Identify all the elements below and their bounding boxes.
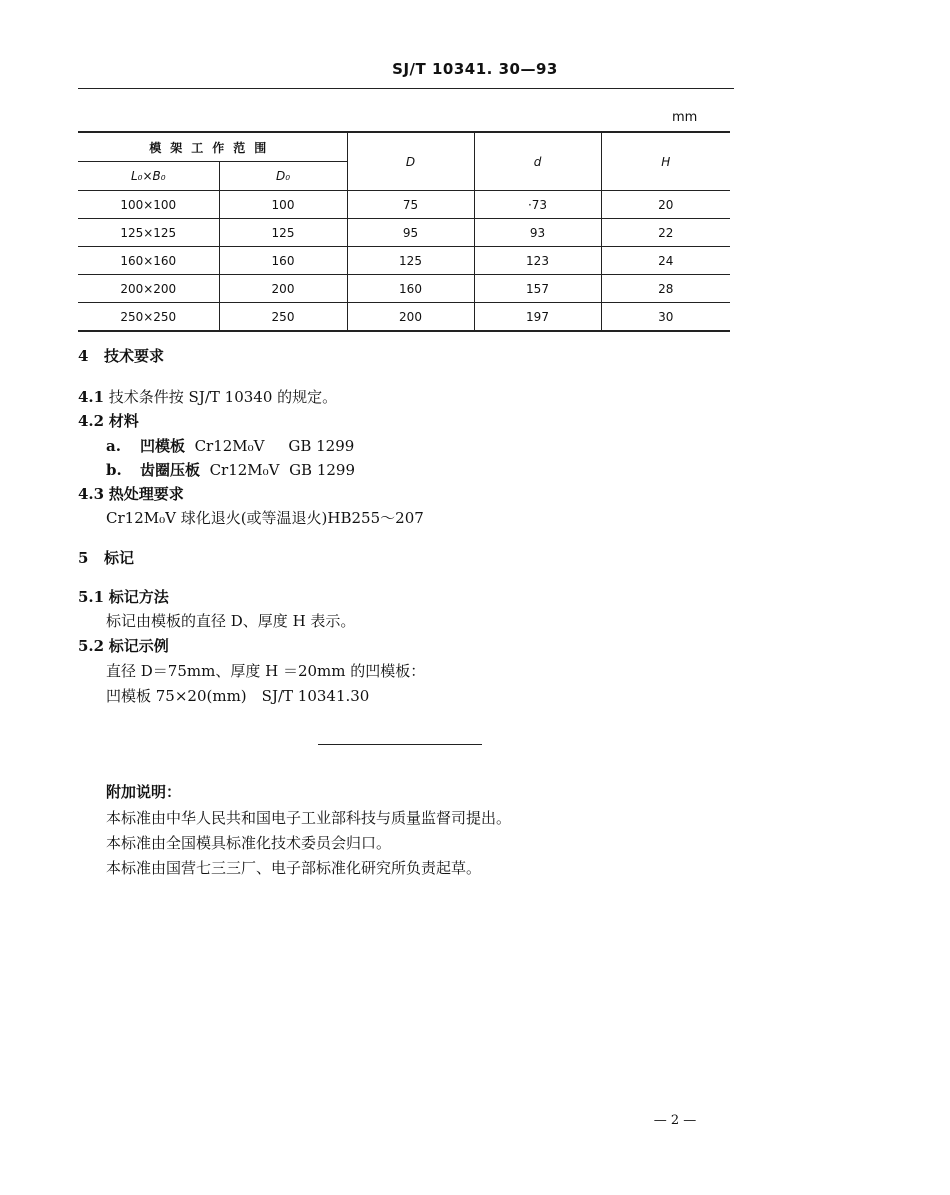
section-title: 技术要求 [104, 347, 165, 365]
dimension-table [78, 131, 730, 332]
item-standard: GB 1299 [288, 437, 355, 455]
item-name: 齿圈压板 [140, 461, 201, 479]
section-title: 标记 [104, 549, 135, 567]
clause-number: 4.1 [78, 388, 105, 406]
cell-D: 95 [347, 219, 474, 247]
item-label: b. [106, 461, 122, 479]
marking-example-line-1: 直径 D＝75mm、厚度 H ＝20mm 的凹模板： [106, 662, 426, 680]
clause-number: 4.3 [78, 485, 105, 503]
clause-title: 材料 [108, 412, 139, 430]
material-item-b [106, 458, 355, 482]
header-d: d [474, 132, 601, 191]
cell-lb: 100×100 [78, 191, 219, 219]
cell-d0: 250 [219, 303, 347, 332]
section-number: 5 [78, 549, 89, 567]
cell-d: ·73 [474, 191, 601, 219]
table-row [78, 219, 730, 247]
item-material: Cr12M₀V [194, 437, 265, 455]
header-H: H [601, 132, 730, 191]
cell-D: 160 [347, 275, 474, 303]
cell-d0: 125 [219, 219, 347, 247]
cell-H: 20 [601, 191, 730, 219]
notes-line: 本标准由全国模具标准化技术委员会归口。 [106, 834, 392, 852]
section-5-heading [78, 546, 134, 570]
cell-d: 157 [474, 275, 601, 303]
header-D: D [347, 132, 474, 191]
clause-5-2 [78, 634, 169, 658]
cell-d: 123 [474, 247, 601, 275]
header-d0: D₀ [219, 162, 347, 191]
notes-title: 附加说明： [106, 783, 182, 801]
clause-title: 热处理要求 [108, 485, 184, 503]
cell-H: 22 [601, 219, 730, 247]
heat-treatment-text: Cr12M₀V 球化退火(或等温退火)HB255～207 [106, 509, 424, 527]
cell-d: 197 [474, 303, 601, 332]
cell-lb: 160×160 [78, 247, 219, 275]
clause-number: 5.1 [78, 588, 105, 606]
clause-4-2 [78, 409, 139, 433]
cell-D: 75 [347, 191, 474, 219]
header-working-range: 模架工作范围 [78, 132, 347, 162]
clause-number: 4.2 [78, 412, 105, 430]
cell-d0: 160 [219, 247, 347, 275]
clause-4-1 [78, 385, 337, 409]
marking-method-text: 标记由模板的直径 D、厚度 H 表示。 [106, 612, 356, 630]
item-label: a. [106, 437, 121, 455]
cell-d0: 100 [219, 191, 347, 219]
header-rule [78, 88, 734, 89]
clause-title: 标记方法 [108, 588, 169, 606]
document-header: SJ/T 10341. 30—93 [392, 60, 558, 78]
notes-line: 本标准由国营七三三厂、电子部标准化研究所负责起草。 [106, 859, 482, 877]
clause-number: 5.2 [78, 637, 105, 655]
cell-lb: 250×250 [78, 303, 219, 332]
cell-lb: 200×200 [78, 275, 219, 303]
cell-H: 24 [601, 247, 730, 275]
item-standard: GB 1299 [289, 461, 356, 479]
table-unit: mm [672, 110, 698, 125]
marking-example-line-2: 凹模板 75×20(mm) SJ/T 10341.30 [106, 687, 370, 705]
section-divider [318, 744, 482, 745]
clause-5-1 [78, 585, 169, 609]
clause-4-3 [78, 482, 184, 506]
cell-D: 125 [347, 247, 474, 275]
section-4-heading [78, 344, 164, 368]
cell-D: 200 [347, 303, 474, 332]
clause-text: 技术条件按 SJ/T 10340 的规定。 [108, 388, 338, 406]
item-material: Cr12M₀V [209, 461, 280, 479]
cell-H: 30 [601, 303, 730, 332]
cell-d0: 200 [219, 275, 347, 303]
clause-title: 标记示例 [108, 637, 169, 655]
section-number: 4 [78, 347, 89, 365]
material-item-a [106, 434, 354, 458]
item-name: 凹模板 [140, 437, 186, 455]
header-lb: L₀×B₀ [78, 162, 219, 191]
table-row [78, 191, 730, 219]
table-row [78, 247, 730, 275]
page-number: — 2 — [653, 1113, 697, 1128]
cell-H: 28 [601, 275, 730, 303]
cell-lb: 125×125 [78, 219, 219, 247]
notes-line: 本标准由中华人民共和国电子工业部科技与质量监督司提出。 [106, 809, 512, 827]
cell-d: 93 [474, 219, 601, 247]
table-row [78, 303, 730, 332]
table-row [78, 275, 730, 303]
